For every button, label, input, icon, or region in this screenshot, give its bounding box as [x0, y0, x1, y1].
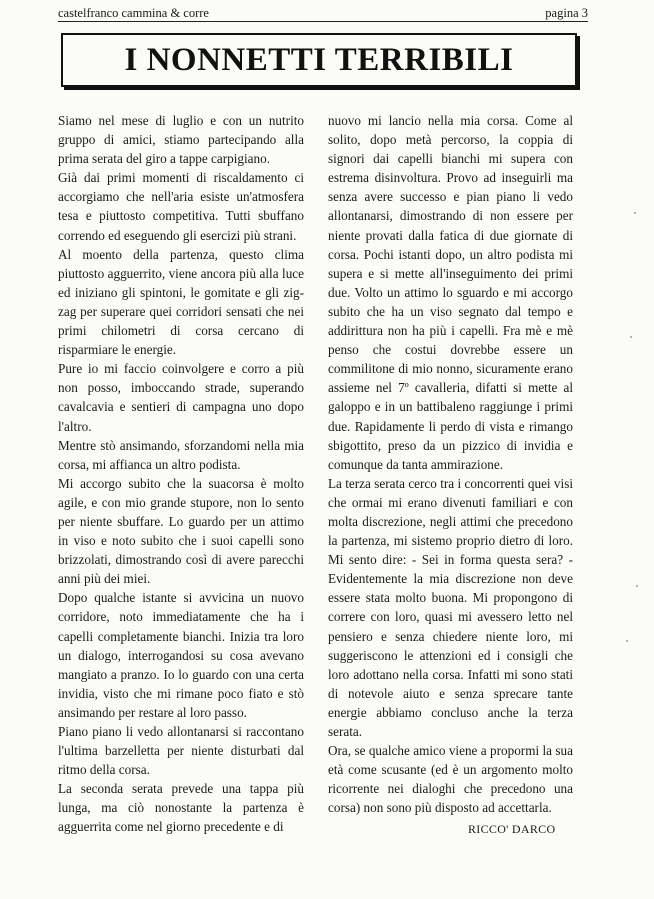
author-signature: RICCO' DARCO	[468, 822, 556, 836]
paragraph: Ora, se qualche amico viene a propormi la sua età come scusante (ed è un argomento molto ricorrente nei dialoghi che precedono una corsa) non sono più disposto ad accettarla.	[328, 743, 573, 816]
newsletter-name: castelfranco cammina & corre	[58, 6, 209, 20]
right-column	[328, 111, 573, 817]
paragraph: Pure io mi faccio coinvolgere e corro a più non posso, imboccando strade, superando cavalcavia e sentieri di campagna uno dopo l'altro.	[58, 361, 304, 434]
paragraph: Mentre stò ansimando, sforzandomi nella mia corsa, mi affianca un altro podista.	[58, 437, 304, 472]
paragraph: Siamo nel mese di luglio e con un nutrito gruppo di amici, stiamo partecipando alla prima serata del giro a tappe carpigiano.	[58, 113, 304, 167]
paragraph: Al moento della partenza, questo clima piuttosto agguerrito, viene ancora più alla luce ed iniziano gli spintoni, le gomitate e gli zig-zag per superare quei corridori sensati che nei primi chilometri di corsa cercano di risparmiare le energie.	[58, 246, 304, 358]
paragraph: Dopo qualche istante si avvicina un nuovo corridore, noto immediatamente che ha i capelli completamente bianchi. Inizia tra loro un dialogo, interrogandosi su cosa avevano mangiato a pranzo. Io lo guardo con una certa invidia, visto che mi rimane poco fiato e stò ansimando per restare al loro passo.	[58, 590, 304, 720]
paragraph: Già dai primi momenti di riscaldamento ci accorgiamo che nell'aria esiste un'atmosfera tesa e piuttosto competitiva. Tutti sbuffano correndo ed eseguendo gli esercizi più strani.	[58, 170, 304, 243]
article-title: I NONNETTI TERRIBILI	[124, 41, 514, 78]
paragraph: La terza serata cerco tra i concorrenti quei visi che ormai mi erano divenuti familiari e con molta discrezione, negli attimi che precedono la partenza, mi sistemo proprio dietro di loro. Mi sento dire: - Sei in forma questa sera? - Evidentemente la mia discrezione non deve essere stata molto buona. Mi propongono di correre con loro, quasi mi avessero letto nel pensiero e senza chiedere niente loro, mi suggeriscono le attenzioni ed i consigli che loro adottano nella corsa. Infatti mi sono stati di notevole aiuto e senza sprecare tante energie abbiamo concluso anche la terza serata.	[328, 475, 573, 739]
paragraph: La seconda serata prevede una tappa più lunga, ma ciò nonostante la partenza è agguerrita come nel giorno precedente e di	[58, 781, 304, 835]
page-number: pagina 3	[545, 6, 588, 20]
scan-speck	[630, 336, 632, 338]
scan-speck	[636, 585, 638, 587]
left-column	[58, 111, 304, 837]
page-header	[58, 6, 588, 26]
scan-speck	[634, 212, 636, 214]
paragraph: Piano piano li vedo allontanarsi si raccontano l'ultima barzelletta per niente disturbati dal ritmo della corsa.	[58, 724, 304, 778]
paragraph: nuovo mi lancio nella mia corsa. Come al solito, dopo metà percorso, la coppia di signori dai capelli bianchi mi supera con estrema disinvoltura. Provo ad inseguirli ma senza avere successo e pian piano li vedo allontanarsi, dimostrando di non essere per niente provati dalla fatica di due giornate di corsa. Pochi istanti dopo, un altro podista mi supera e si mette all'inseguimento dei primi due. Volto un attimo lo sguardo e mi accorgo subito che ha un viso segnato dal tempo e addirittura non ha più i capelli. Fra mè e mè penso che costui dovrebbe essere un commilitone di mio nonno, sicuramente erano assieme nel 7º cavalleria, difatti si mette al galoppo e in un battibaleno raggiunge i primi due. Rapidamente li perdo di vista e rimango sbigottito, preso da un pizzico di invidia e comunque da tanta ammirazione.	[328, 113, 573, 472]
title-box	[61, 33, 577, 87]
scan-speck	[626, 640, 628, 642]
paragraph: Mi accorgo subito che la suacorsa è molto agile, e con mio grande stupore, non lo sento per niente sbuffare. Lo guardo per un attimo in viso e noto subito che i suoi capelli sono brizzolati, dimostrando così di avere parecchi anni più dei miei.	[58, 475, 304, 587]
header-divider	[58, 21, 588, 22]
